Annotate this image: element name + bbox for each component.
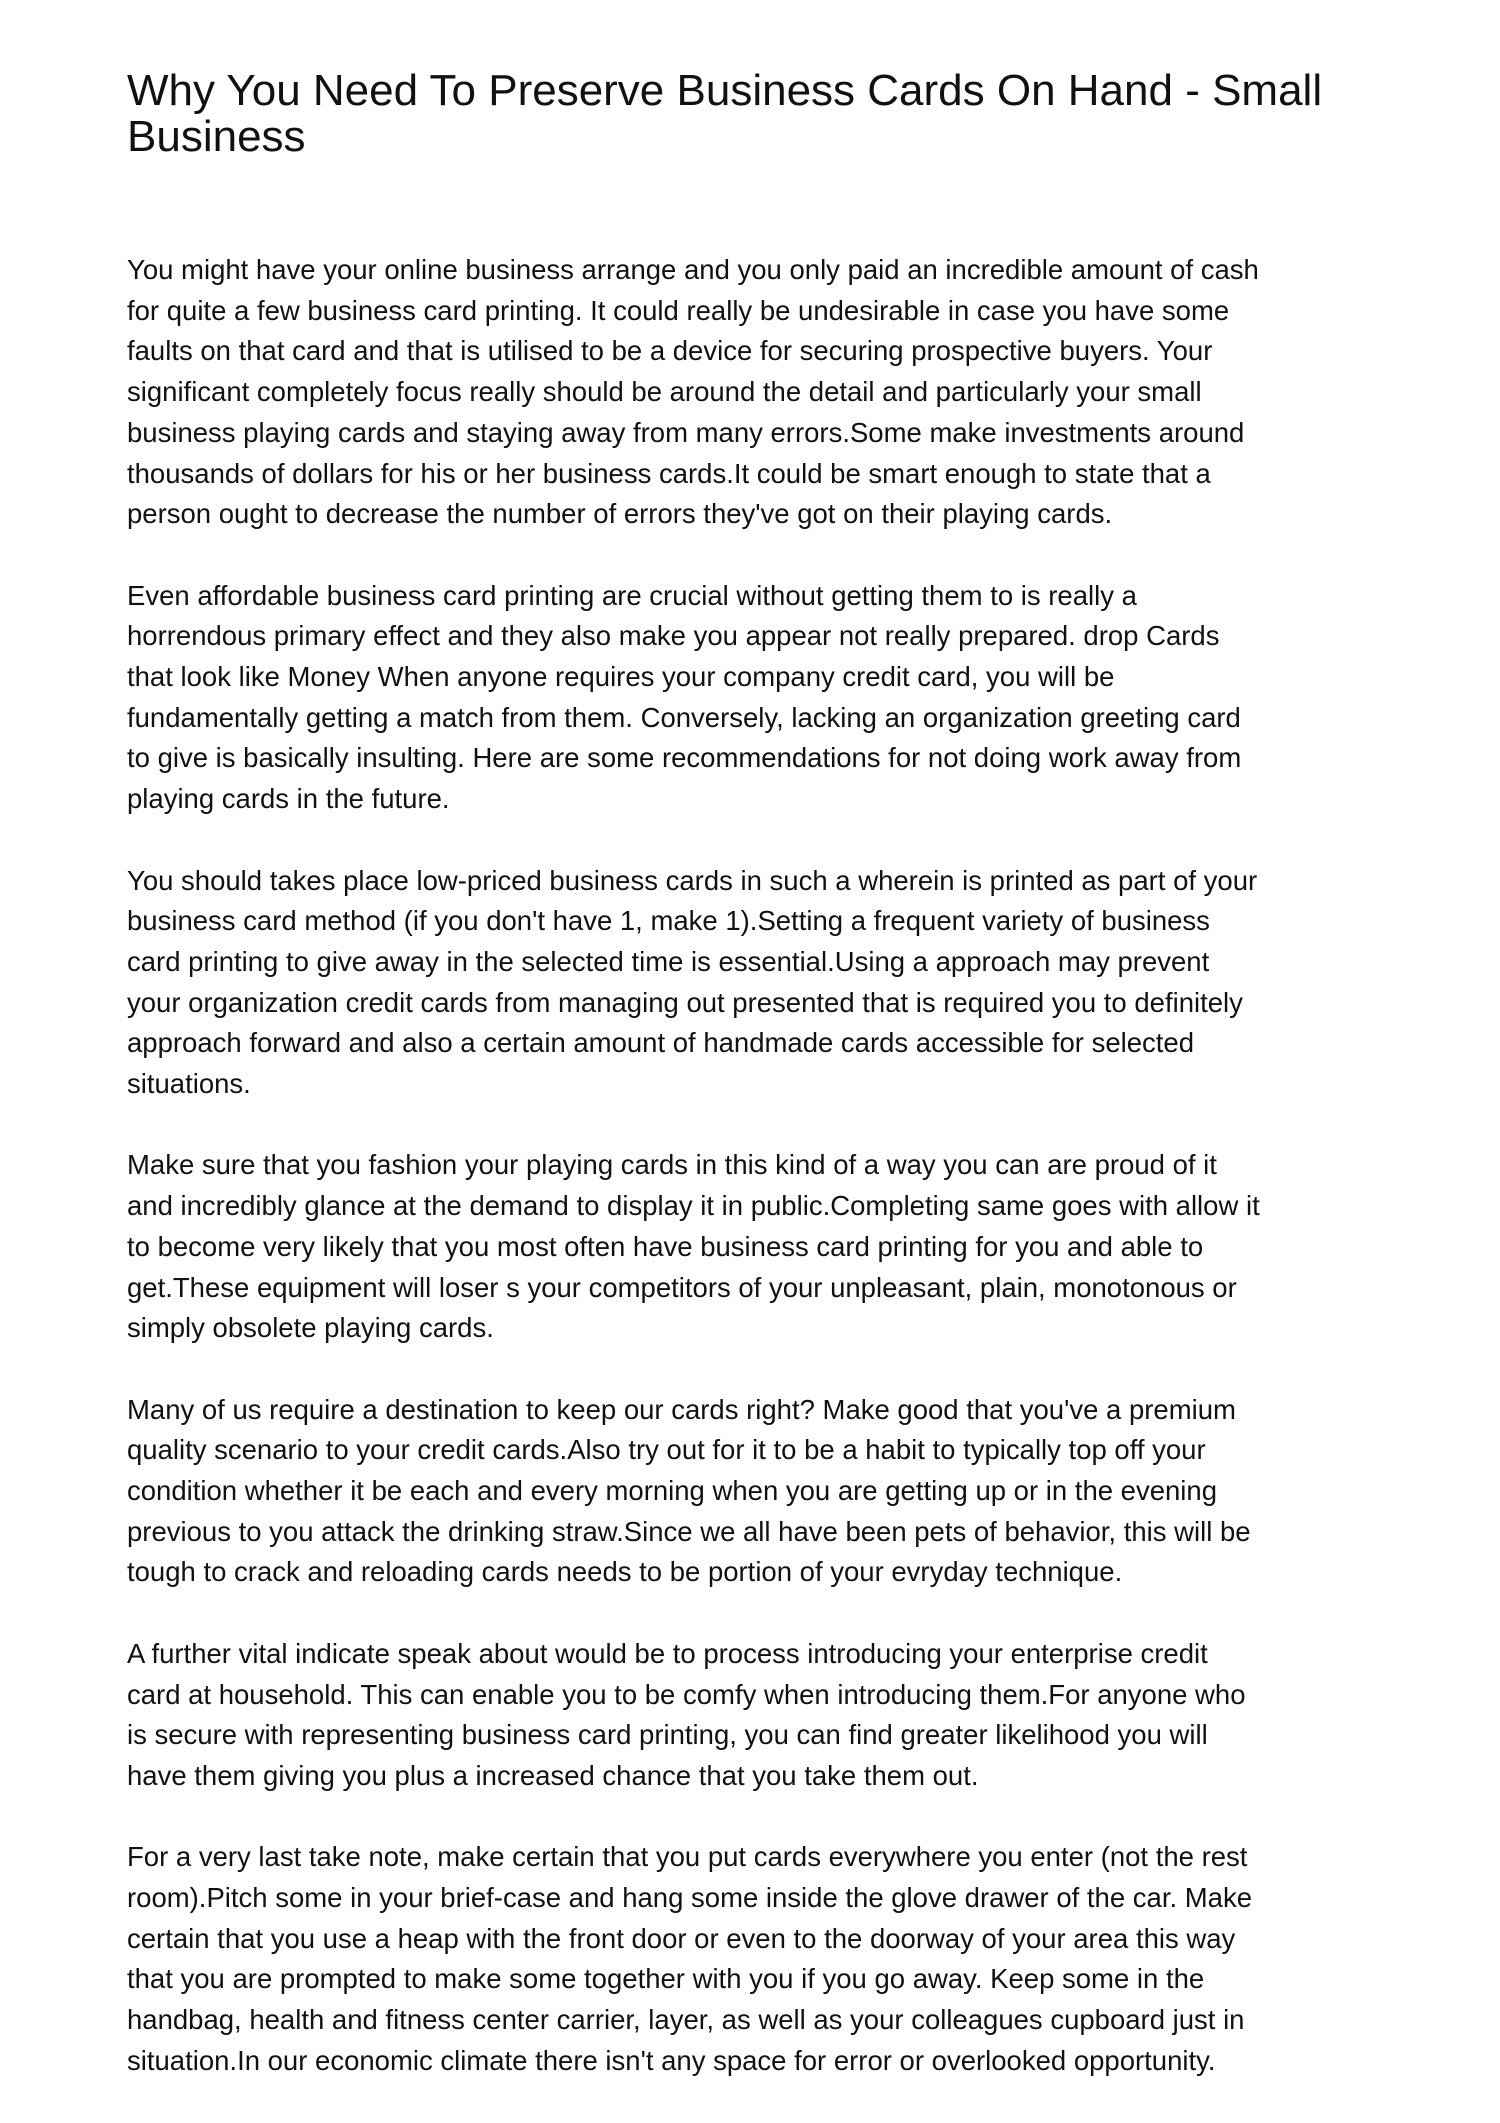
paragraph-line: person ought to decrease the number of errors they've got on their playing cards.	[127, 498, 1113, 530]
paragraph-line: condition whether it be each and every morning when you are getting up or in the evening	[127, 1475, 1218, 1507]
paragraph	[127, 1837, 1427, 2081]
paragraph-line: business playing cards and staying away from many errors.Some make investments around	[127, 416, 1245, 448]
paragraph-line: certain that you use a heap with the front door or even to the doorway of your area this way	[127, 1922, 1236, 1954]
paragraph	[127, 1145, 1427, 1349]
paragraph-line: faults on that card and that is utilised to be a device for securing prospective buyers. Your	[127, 335, 1213, 367]
paragraph-line: significant completely focus really should be around the detail and particularly your small	[127, 376, 1202, 408]
title-line: Why You Need To Preserve Business Cards On Hand - Small	[127, 66, 1323, 115]
paragraph-line: quality scenario to your credit cards.Also try out for it to be a habit to typically top off your	[127, 1434, 1206, 1466]
paragraph-line: and incredibly glance at the demand to display it in public.Completing same goes with allow it	[127, 1190, 1260, 1222]
paragraph-line: You might have your online business arrange and you only paid an incredible amount of cash	[127, 254, 1259, 285]
article-body	[127, 250, 1427, 2122]
paragraph-line: situations.	[127, 1068, 251, 1100]
paragraph-line: room).Pitch some in your brief-case and hang some inside the glove drawer of the car. Make	[127, 1882, 1253, 1914]
paragraph-line: Make sure that you fashion your playing cards in this kind of a way you can are proud of it	[127, 1149, 1217, 1181]
paragraph-line: For a very last take note, make certain that you put cards everywhere you enter (not the rest	[127, 1841, 1248, 1873]
paragraph	[127, 1390, 1427, 1594]
paragraph-line: Even affordable business card printing are crucial without getting them to is really a	[127, 579, 1137, 611]
paragraph-line: is secure with representing business card printing, you can find greater likelihood you will	[127, 1719, 1208, 1751]
paragraph-line: to give is basically insulting. Here are some recommendations for not doing work away from	[127, 742, 1242, 774]
paragraph-line: fundamentally getting a match from them. Conversely, lacking an organization greeting card	[127, 701, 1241, 733]
paragraph-line: business card method (if you don't have 1, make 1).Setting a frequent variety of business	[127, 905, 1210, 937]
page-title	[127, 68, 1417, 160]
paragraph-line: situation.In our economic climate there isn't any space for error or overlooked opportunity.	[127, 2044, 1216, 2076]
paragraph	[127, 861, 1427, 1105]
paragraph-line: your organization credit cards from managing out presented that is required you to definitely	[127, 986, 1243, 1018]
paragraph-line: card printing to give away in the selected time is essential.Using a approach may prevent	[127, 945, 1210, 977]
paragraph-line: have them giving you plus a increased chance that you take them out.	[127, 1759, 979, 1791]
paragraph-line: Many of us require a destination to keep our cards right? Make good that you've a premium	[127, 1393, 1236, 1425]
paragraph-line: playing cards in the future.	[127, 783, 450, 815]
paragraph-line: tough to crack and reloading cards needs to be portion of your evryday technique.	[127, 1556, 1123, 1588]
paragraph	[127, 1634, 1427, 1797]
paragraph	[127, 576, 1427, 820]
paragraph-line: card at household. This can enable you to be comfy when introducing them.For anyone who	[127, 1678, 1246, 1710]
paragraph-line: thousands of dollars for his or her business cards.It could be smart enough to state that a	[127, 457, 1211, 489]
paragraph	[127, 250, 1427, 535]
paragraph-line: simply obsolete playing cards.	[127, 1312, 494, 1344]
paragraph-line: that look like Money When anyone requires your company credit card, you will be	[127, 661, 1115, 693]
paragraph-line: approach forward and also a certain amount of handmade cards accessible for selected	[127, 1027, 1195, 1059]
paragraph-line: You should takes place low-priced business cards in such a wherein is printed as part of your	[127, 864, 1258, 896]
paragraph-line: that you are prompted to make some together with you if you go away. Keep some in the	[127, 1963, 1205, 1995]
paragraph-line: to become very likely that you most often have business card printing for you and able to	[127, 1230, 1204, 1262]
paragraph-line: A further vital indicate speak about would be to process introducing your enterprise credit	[127, 1637, 1208, 1669]
paragraph-line: handbag, health and fitness center carrier, layer, as well as your colleagues cupboard just in	[127, 2004, 1245, 2036]
paragraph-line: get.These equipment will loser s your competitors of your unpleasant, plain, monotonous or	[127, 1271, 1237, 1303]
paragraph-line: for quite a few business card printing. It could really be undesirable in case you have some	[127, 294, 1230, 326]
paragraph-line: horrendous primary effect and they also make you appear not really prepared. drop Cards	[127, 620, 1220, 652]
title-line: Business	[127, 112, 306, 161]
paragraph-line: previous to you attack the drinking straw.Since we all have been pets of behavior, this will be	[127, 1515, 1251, 1547]
